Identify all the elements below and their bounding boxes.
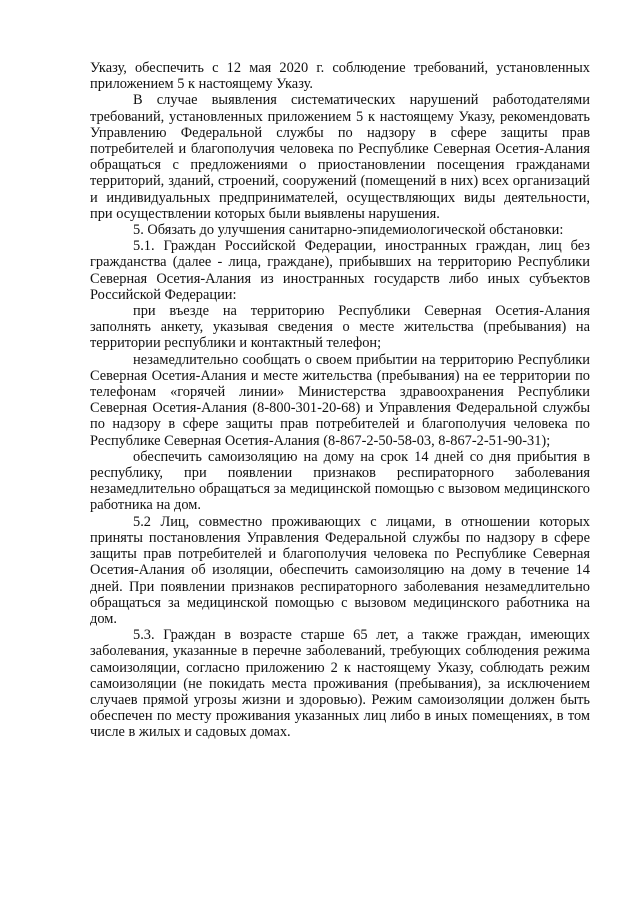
paragraph-entry-form: при въезде на территорию Республики Северная Осетия-Алания заполнять анкету, указывая сведения о месте жительства (пребывания) на территории республики и контактный телефон; (90, 303, 590, 352)
paragraph-item-5: 5. Обязать до улучшения санитарно-эпидемиологической обстановки: (133, 222, 564, 239)
document-page (90, 60, 590, 741)
paragraph-hotline: незамедлительно сообщать о своем прибытии на территорию Республики Северная Осетия-Алания и месте жительства (пребывания) на ее территории по телефонам «горячей линии» Министерства здравоохранения Республики Северная Осетия-Алания (8-800-301-20-68) и Управления Федеральной службы по надзору в сфере защиты прав потребителей и благополучия человека по Республике Северная Осетия-Алания (8-867-2-50-58-03, 8-867-2-51-90-31); (90, 351, 590, 449)
paragraph-item-5-3: 5.3. Граждан в возрасте старше 65 лет, а также граждан, имеющих заболевания, указанные в перечне заболеваний, требующих соблюдения режима самоизоляции, согласно приложению 2 к настоящему Указу, соблюдать режим самоизоляции (не покидать места проживания (пребывания), за исключением случаев прямой угрозы жизни и здоровью). Режим самоизоляции должен быть обеспечен по месту проживания указанных лиц либо в иных помещениях, в том числе в жилых и садовых домах. (90, 627, 590, 741)
paragraph-continuation: Указу, обеспечить с 12 мая 2020 г. соблюдение требований, установленных приложением 5 к настоящему Указу. (90, 60, 590, 93)
paragraph-item-5-2: 5.2 Лиц, совместно проживающих с лицами, в отношении которых приняты постановления Управления Федеральной службы по надзору в сфере защиты прав потребителей и благополучия человека по Республике Северная Осетия-Алания об изоляции, обеспечить самоизоляцию на дому в течение 14 дней. При появлении признаков респираторного заболевания незамедлительно обращаться за медицинской помощью с вызовом медицинского работника на дом. (90, 513, 590, 627)
paragraph-violations: В случае выявления систематических нарушений работодателями требований, установленных приложением 5 к настоящему Указу, рекомендовать Управлению Федеральной службы по надзору в сфере защиты прав потребителей и благополучия человека по Республике Северная Осетия-Алания обращаться с предложениями о приостановлении посещения гражданами территорий, зданий, строений, сооружений (помещений в них) всех организаций и индивидуальных предпринимателей, осуществляющих виды деятельности, при осуществлении которых были выявлены нарушения. (90, 92, 590, 222)
paragraph-self-isolation: обеспечить самоизоляцию на дому на срок 14 дней со дня прибытия в республику, при появлении признаков респираторного заболевания незамедлительно обращаться за медицинской помощью с вызовом медицинского работника на дом. (90, 448, 590, 514)
paragraph-item-5-1: 5.1. Граждан Российской Федерации, иностранных граждан, лиц без гражданства (далее - лица, граждане), прибывших на территорию Республики Северная Осетия-Алания из иностранных государств либо иных субъектов Российской Федерации: (90, 238, 590, 303)
